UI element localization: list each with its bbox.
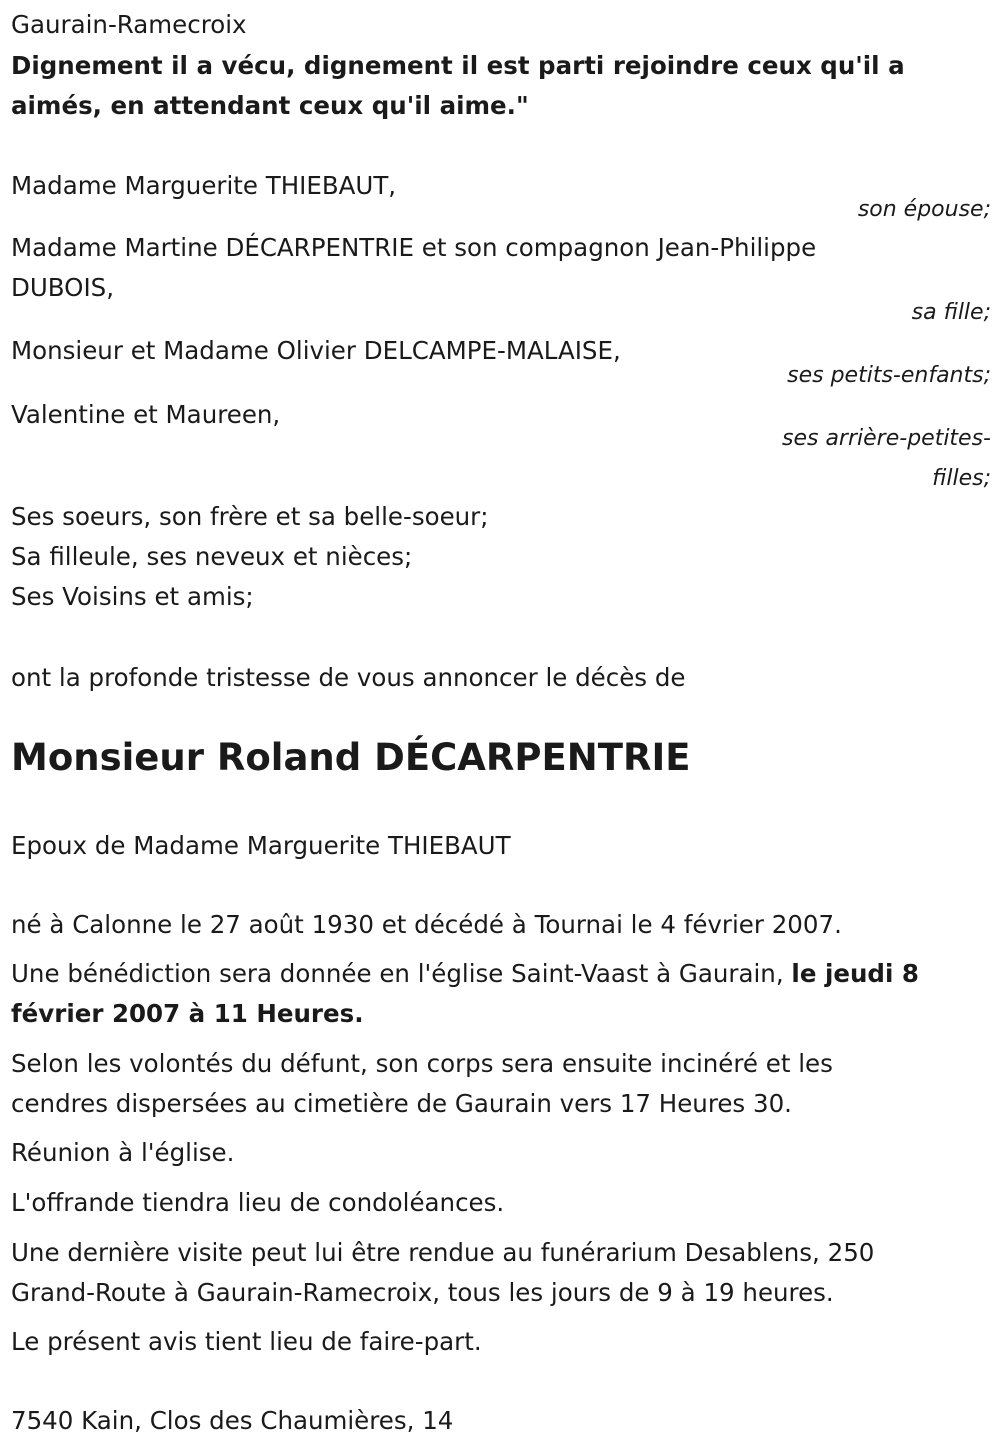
blessing-text: Une bénédiction sera donnée en l'église Saint-Vaast à Gaurain, (11, 959, 792, 988)
daughter-relation: sa fille; (911, 300, 991, 325)
grandchildren-name: Monsieur et Madame Olivier DELCAMPE-MALAISE, (11, 336, 621, 365)
neighbours-line: Ses Voisins et amis; (11, 582, 254, 611)
announcement-intro: ont la profonde tristesse de vous annoncer le décès de (11, 663, 686, 692)
daughter-line-2: DUBOIS, (11, 273, 115, 302)
footer-address: 7540 Kain, Clos des Chaumières, 14 (11, 1406, 454, 1435)
wife-relation: son épouse; (857, 197, 991, 222)
birth-death-line: né à Calonne le 27 août 1930 et décédé à Tournai le 4 février 2007. (11, 910, 842, 939)
visit-line-2: Grand-Route à Gaurain-Ramecroix, tous les jours de 9 à 19 heures. (11, 1278, 834, 1307)
wife-name: Madame Marguerite THIEBAUT, (11, 171, 397, 200)
blessing-line-2: février 2007 à 11 Heures. (11, 999, 364, 1028)
cremation-line-2: cendres dispersées au cimetière de Gaurain vers 17 Heures 30. (11, 1089, 792, 1118)
godchild-line: Sa filleule, ses neveux et nièces; (11, 542, 413, 571)
quote-line-2: aimés, en attendant ceux qu'il aime." (11, 91, 529, 120)
deceased-name: Monsieur Roland DÉCARPENTRIE (11, 736, 691, 779)
blessing-line-1 (11, 954, 919, 994)
daughter-line-1: Madame Martine DÉCARPENTRIE et son compagnon Jean-Philippe (11, 233, 817, 262)
spouse-of-line: Epoux de Madame Marguerite THIEBAUT (11, 831, 511, 860)
great-grandchildren-relation-line-2: filles; (932, 466, 991, 491)
blessing-date-part-1: le jeudi 8 (791, 959, 919, 988)
grandchildren-relation: ses petits-enfants; (787, 363, 991, 388)
great-grandchildren-name: Valentine et Maureen, (11, 400, 281, 429)
meeting-line: Réunion à l'église. (11, 1138, 235, 1167)
visit-line-1: Une dernière visite peut lui être rendue au funérarium Desablens, 250 (11, 1238, 875, 1267)
obituary-notice (11, 0, 991, 1456)
quote-line-1: Dignement il a vécu, dignement il est parti rejoindre ceux qu'il a (11, 51, 905, 80)
siblings-line: Ses soeurs, son frère et sa belle-soeur; (11, 502, 489, 531)
offering-line: L'offrande tiendra lieu de condoléances. (11, 1188, 505, 1217)
cremation-line-1: Selon les volontés du défunt, son corps sera ensuite incinéré et les (11, 1049, 833, 1078)
great-grandchildren-relation-line-1: ses arrière-petites- (782, 426, 991, 451)
place-heading: Gaurain-Ramecroix (11, 10, 247, 39)
notice-line: Le présent avis tient lieu de faire-part. (11, 1327, 482, 1356)
